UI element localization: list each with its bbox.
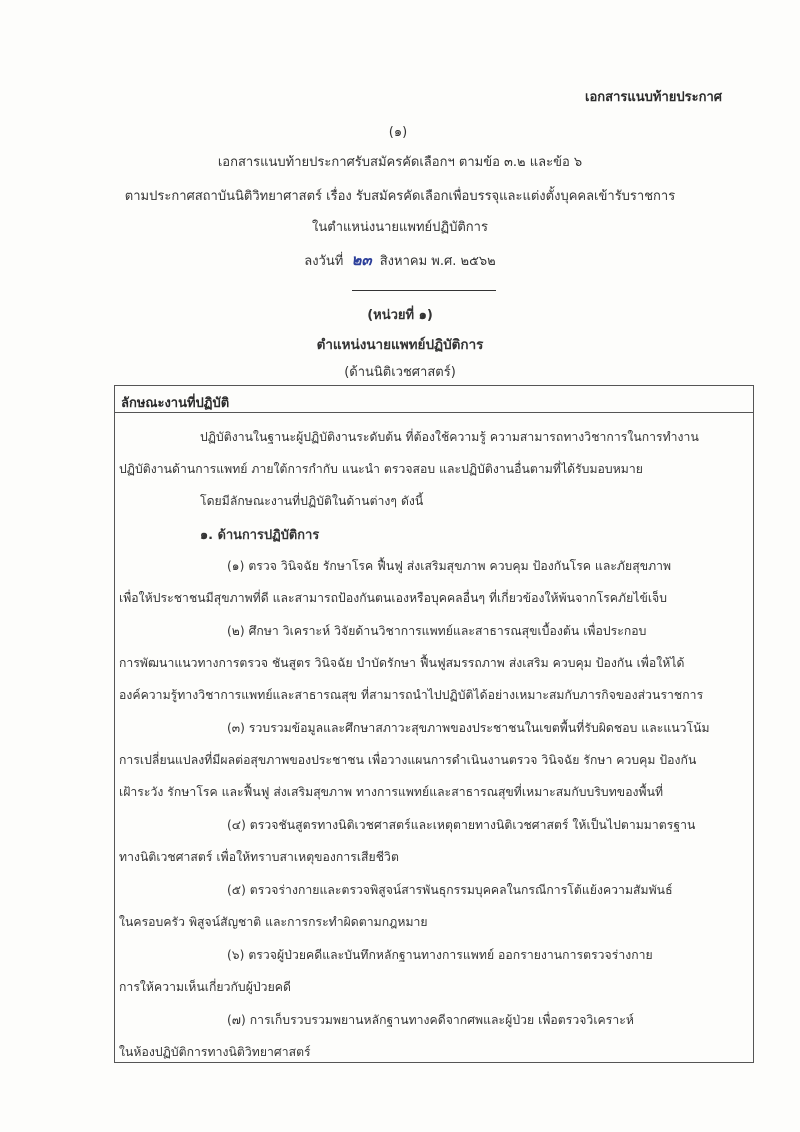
item-6-line: (๖) ตรวจผู้ป่วยคดีและบันทึกหลักฐานทางการแพทย์ ออกรายงานการตรวจร่างกาย [227,948,653,962]
item-6-line: การให้ความเห็นเกี่ยวกับผู้ป่วยคดี [119,980,291,994]
handwritten-day: ๒๓ [351,251,372,269]
item-7-line: (๗) การเก็บรวบรวมพยานหลักฐานทางคดีจากศพและผู้ป่วย เพื่อตรวจวิเคราะห์ [227,1013,634,1027]
item-5-line: (๕) ตรวจร่างกายและตรวจพิสูจน์สารพันธุกรรมบุคคลในกรณีการโต้แย้งความสัมพันธ์ [227,883,673,897]
item-3-line: (๓) รวบรวมข้อมูลและศึกษาสภาวะสุขภาพของประชาชนในเขตพื้นที่รับผิดชอบ และแนวโน้ม [227,721,710,735]
separator-rule [352,290,496,291]
box-heading: ลักษณะงานที่ปฏิบัติ [115,386,753,413]
item-4-line: ทางนิติเวชศาสตร์ เพื่อให้ทราบสาเหตุของการเสียชีวิต [119,850,399,864]
item-2-line: (๒) ศึกษา วิเคราะห์ วิจัยด้านวิชาการแพทย์และสาธารณสุขเบื้องต้น เพื่อประกอบ [227,624,647,638]
item-1-line: (๑) ตรวจ วินิจฉัย รักษาโรค ฟื้นฟู ส่งเสริมสุขภาพ ควบคุม ป้องกันโรค และภัยสุขภาพ [227,559,672,573]
item-7-line: ในห้องปฏิบัติการทางนิติวิทยาศาสตร์ [119,1045,311,1059]
item-2-line: องค์ความรู้ทางวิชาการแพทย์และสาธารณสุข ที่สามารถนำไปปฏิบัติได้อย่างเหมาะสมกับภารกิจของส่วนราชการ [119,688,704,702]
title-line-1: เอกสารแนบท้ายประกาศรับสมัครคัดเลือกฯ ตามข้อ ๓.๒ และข้อ ๖ [217,155,583,170]
position-title: ตำแหน่งนายแพทย์ปฏิบัติการ [316,337,484,353]
unit-label: (หน่วยที่ ๑) [367,308,433,323]
annex-label: เอกสารแนบท้ายประกาศ [585,90,722,105]
title-line-2: ตามประกาศสถาบันนิติวิทยาศาสตร์ เรื่อง รับสมัครคัดเลือกเพื่อบรรจุและแต่งตั้งบุคคลเข้ารับราชการ [124,189,676,204]
job-description-box [114,385,754,1063]
date-suffix: สิงหาคม พ.ศ. ๒๕๖๒ [379,254,496,269]
title-line-3: ในตำแหน่งนายแพทย์ปฏิบัติการ [312,220,488,235]
paragraph-line: ปฏิบัติงานด้านการแพทย์ ภายใต้การกำกับ แนะนำ ตรวจสอบ และปฏิบัติงานอื่นตามที่ได้รับมอบหมาย [119,462,643,476]
paragraph-line: โดยมีลักษณะงานที่ปฏิบัติในด้านต่างๆ ดังนี้ [200,494,424,508]
item-3-line: เฝ้าระวัง รักษาโรค และฟื้นฟู ส่งเสริมสุขภาพ ทางการแพทย์และสาธารณสุขที่เหมาะสมกับบริบทของพื้นที่ [119,785,664,799]
date-line [0,248,800,272]
item-4-line: (๔) ตรวจชันสูตรทางนิติเวชศาสตร์และเหตุตายทางนิติเวชศาสตร์ ให้เป็นไปตามมาตรฐาน [227,818,696,832]
paragraph-line: ปฏิบัติงานในฐานะผู้ปฏิบัติงานระดับต้น ที่ต้องใช้ความรู้ ความสามารถทางวิชาการในการทำงาน [200,430,699,444]
field-label: (ด้านนิติเวชศาสตร์) [344,365,456,380]
item-3-line: การเปลี่ยนแปลงที่มีผลต่อสุขภาพของประชาชน เพื่อวางแผนการดำเนินงานตรวจ วินิจฉัย รักษา ควบคุม ป้องกัน [119,753,697,767]
page-number: (๑) [388,125,408,140]
section-heading-operations: ๑. ด้านการปฏิบัติการ [200,528,320,543]
date-prefix: ลงวันที่ [304,254,344,269]
item-5-line: ในครอบครัว พิสูจน์สัญชาติ และการกระทำผิดตามกฎหมาย [119,915,428,929]
item-1-line: เพื่อให้ประชาชนมีสุขภาพที่ดี และสามารถป้องกันตนเองหรือบุคคลอื่นๆ ที่เกี่ยวข้องให้พ้นจากโรคภัยไข้เจ็บ [119,591,668,605]
item-2-line: การพัฒนาแนวทางการตรวจ ชันสูตร วินิจฉัย บำบัดรักษา ฟื้นฟูสมรรถภาพ ส่งเสริม ควบคุม ป้องกัน เพื่อให้ได้ [119,656,685,670]
